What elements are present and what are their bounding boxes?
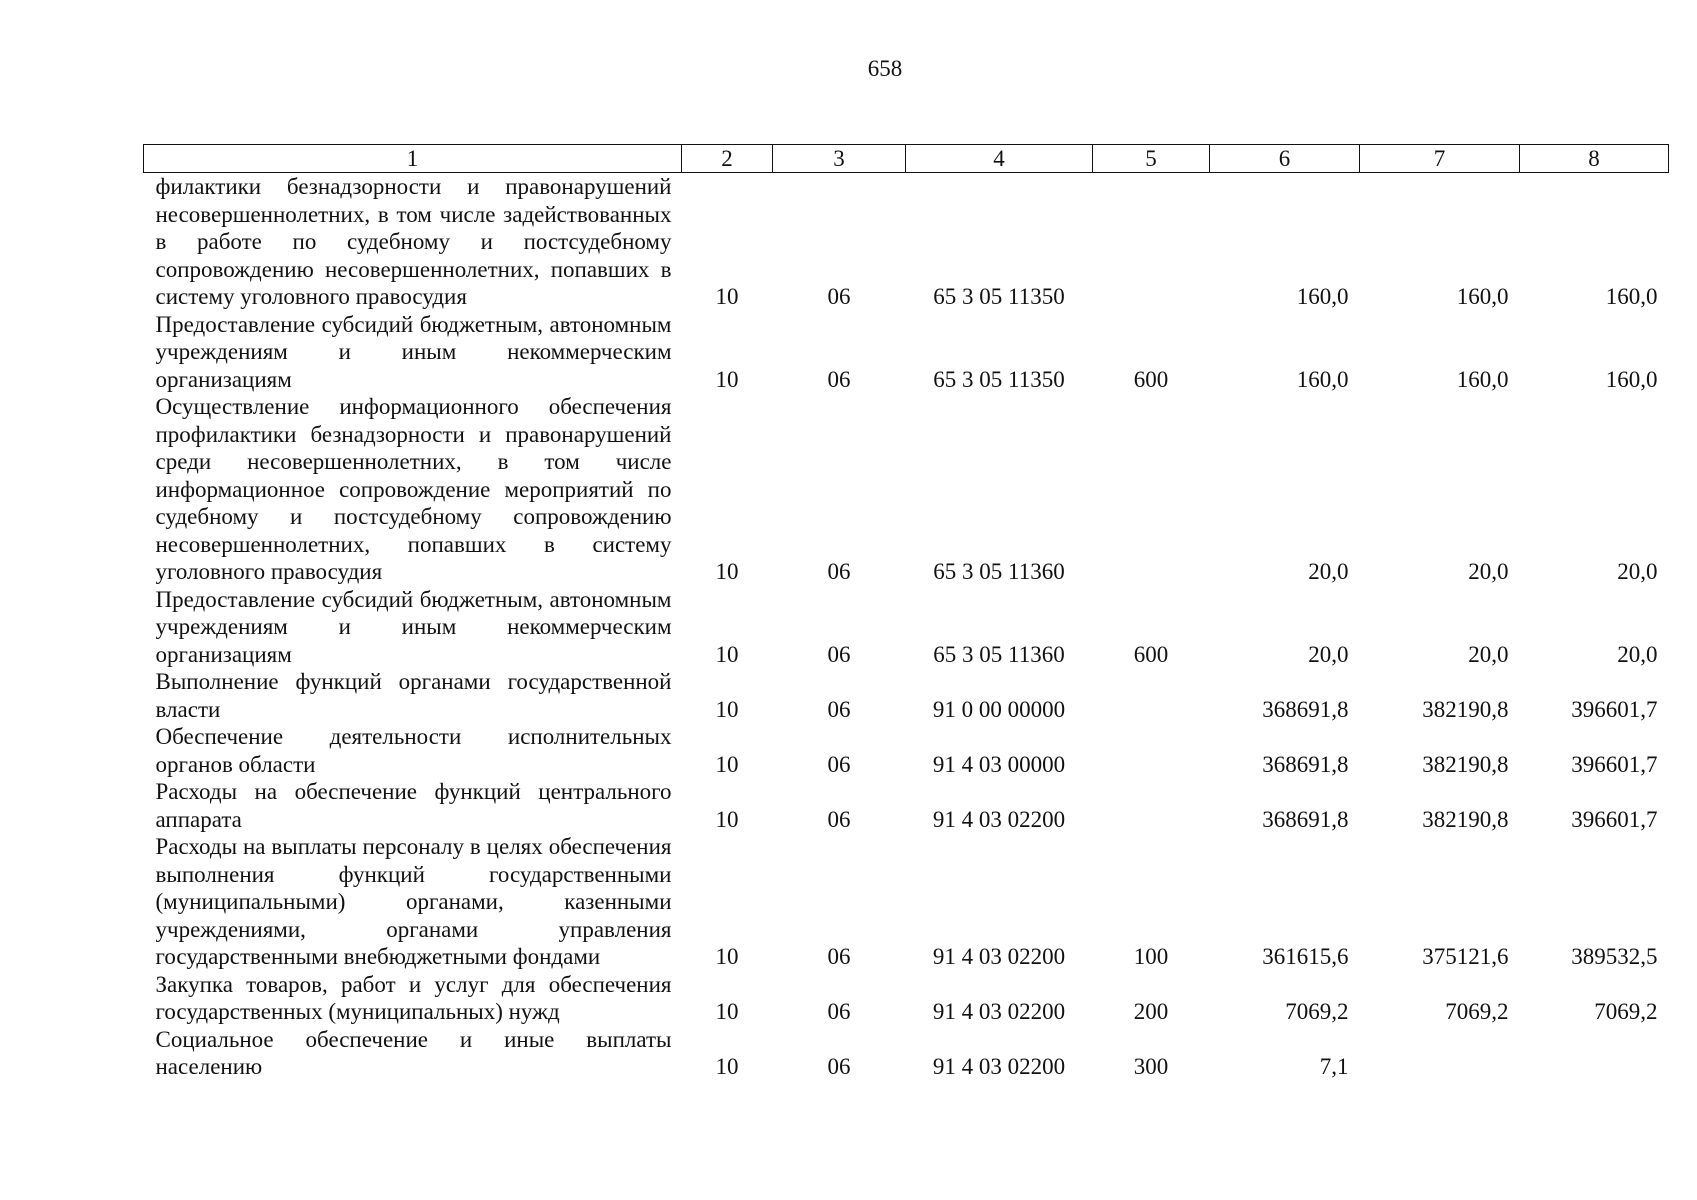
row-section: 10 (715, 751, 739, 777)
column-header-2: 2 (682, 145, 773, 173)
row-amount-col8: 160,0 (1605, 284, 1658, 309)
table-row (144, 833, 1669, 971)
table-row (144, 393, 1669, 586)
row-expense-type: 300 (1133, 1054, 1169, 1079)
column-header-5: 5 (1093, 145, 1210, 173)
page-number: 658 (867, 56, 903, 81)
row-target-code: 65 3 05 11350 (933, 366, 1065, 392)
row-description: Предоставление субсидий бюджетным, автономным учреждениям и иным некоммерческим организациям (155, 311, 672, 392)
row-target-code: 91 4 03 02200 (932, 944, 1066, 969)
row-amount-col7: 375121,6 (1422, 944, 1509, 969)
row-section: 10 (715, 1054, 739, 1079)
row-section: 10 (715, 999, 739, 1024)
column-header-3: 3 (773, 145, 906, 173)
row-description: Закупка товаров, работ и услуг для обеспечения государственных (муниципальных) нужд (155, 971, 672, 1024)
row-amount-col7: 382190,8 (1422, 696, 1509, 722)
column-header-4: 4 (906, 145, 1093, 173)
row-target-code: 65 3 05 11360 (933, 641, 1065, 667)
row-target-code: 65 3 05 11350 (933, 284, 1065, 309)
row-description: Выполнение функций органами государственной власти (155, 669, 672, 722)
row-subsection: 06 (827, 751, 851, 777)
row-amount-col6: 160,0 (1296, 366, 1349, 392)
row-subsection: 06 (827, 806, 851, 832)
row-expense-type (1093, 723, 1210, 778)
row-section: 10 (715, 696, 739, 722)
row-amount-col8: 396601,7 (1571, 751, 1658, 777)
row-target-code: 65 3 05 11360 (933, 559, 1065, 584)
row-amount-col7 (1360, 1026, 1520, 1081)
row-description: Социальное обеспечение и иные выплаты населению (155, 1026, 672, 1079)
table-row (144, 778, 1669, 833)
row-subsection: 06 (827, 641, 851, 667)
row-amount-col8: 396601,7 (1571, 806, 1658, 832)
row-expense-type: 200 (1133, 999, 1169, 1024)
row-amount-col6: 160,0 (1296, 284, 1349, 309)
row-amount-col7: 160,0 (1456, 366, 1509, 392)
row-amount-col8 (1520, 1026, 1669, 1081)
row-description: Осуществление информационного обеспечения профилактики безнадзорности и правонарушений среди несовершеннолетних, в том числе информационное сопровождение мероприятий по судебному и постсудебному сопровождению несовершеннолетних, попавших в систему уголовного правосудия (155, 394, 672, 584)
table-row (144, 1026, 1669, 1081)
row-amount-col7: 20,0 (1468, 641, 1509, 667)
row-description: Обеспечение деятельности исполнительных органов области (155, 724, 672, 777)
row-amount-col6: 368691,8 (1262, 806, 1349, 832)
row-description: филактики безнадзорности и правонарушений несовершеннолетних, в том числе задействованных в работе по судебному и постсудебному сопровождению несовершеннолетних, попавших в систему уголовного правосудия (155, 174, 672, 309)
row-expense-type: 100 (1133, 944, 1169, 969)
row-amount-col7: 160,0 (1456, 284, 1509, 309)
column-header-7: 7 (1360, 145, 1520, 173)
row-section: 10 (715, 284, 739, 309)
row-expense-type (1093, 668, 1210, 723)
row-subsection: 06 (827, 284, 851, 309)
column-header-6: 6 (1210, 145, 1360, 173)
row-amount-col8: 20,0 (1617, 641, 1658, 667)
row-amount-col8: 389532,5 (1571, 944, 1658, 969)
table-row (144, 971, 1669, 1026)
row-expense-type (1093, 778, 1210, 833)
row-amount-col8: 7069,2 (1594, 999, 1658, 1024)
table-row (144, 723, 1669, 778)
row-expense-type (1093, 173, 1210, 311)
row-target-code: 91 4 03 02200 (932, 1054, 1066, 1079)
row-amount-col6: 361615,6 (1262, 944, 1349, 969)
row-amount-col6: 20,0 (1308, 641, 1349, 667)
row-amount-col8: 160,0 (1605, 366, 1658, 392)
row-subsection: 06 (827, 999, 851, 1024)
row-section: 10 (715, 806, 739, 832)
row-subsection: 06 (827, 366, 851, 392)
row-amount-col7: 382190,8 (1422, 751, 1509, 777)
row-target-code: 91 4 03 02200 (932, 806, 1066, 832)
row-expense-type: 600 (1133, 641, 1169, 667)
row-amount-col8: 20,0 (1617, 559, 1658, 584)
column-header-8: 8 (1520, 145, 1669, 173)
row-description: Предоставление субсидий бюджетным, автономным учреждениям и иным некоммерческим организациям (155, 586, 672, 667)
table-row (144, 311, 1669, 394)
row-section: 10 (715, 559, 739, 584)
row-subsection: 06 (827, 696, 851, 722)
row-amount-col8: 396601,7 (1571, 696, 1658, 722)
column-header-1: 1 (144, 145, 682, 173)
budget-table (143, 144, 1669, 1081)
row-amount-col7: 20,0 (1468, 559, 1509, 584)
row-section: 10 (715, 366, 739, 392)
row-expense-type (1093, 393, 1210, 586)
row-amount-col7: 7069,2 (1445, 999, 1509, 1024)
row-target-code: 91 4 03 02200 (932, 999, 1066, 1024)
row-amount-col6: 368691,8 (1262, 696, 1349, 722)
row-target-code: 91 0 00 00000 (932, 696, 1066, 722)
row-amount-col6: 7,1 (1319, 1054, 1349, 1079)
row-subsection: 06 (827, 1054, 851, 1079)
row-amount-col7: 382190,8 (1422, 806, 1509, 832)
table-row (144, 586, 1669, 669)
row-section: 10 (715, 641, 739, 667)
row-target-code: 91 4 03 00000 (932, 751, 1066, 777)
row-expense-type: 600 (1133, 366, 1169, 392)
table-row (144, 173, 1669, 311)
row-subsection: 06 (827, 944, 851, 969)
row-amount-col6: 20,0 (1308, 559, 1349, 584)
header-row (144, 145, 1669, 173)
table-row (144, 668, 1669, 723)
row-amount-col6: 368691,8 (1262, 751, 1349, 777)
row-subsection: 06 (827, 559, 851, 584)
row-amount-col6: 7069,2 (1285, 999, 1349, 1024)
row-description: Расходы на выплаты персоналу в целях обеспечения выполнения функций государственными (муниципальными) органами, казенными учреждениями, органами управления государственными внебюджетными фондами (155, 834, 672, 969)
row-description: Расходы на обеспечение функций центрального аппарата (155, 779, 672, 832)
row-section: 10 (715, 944, 739, 969)
